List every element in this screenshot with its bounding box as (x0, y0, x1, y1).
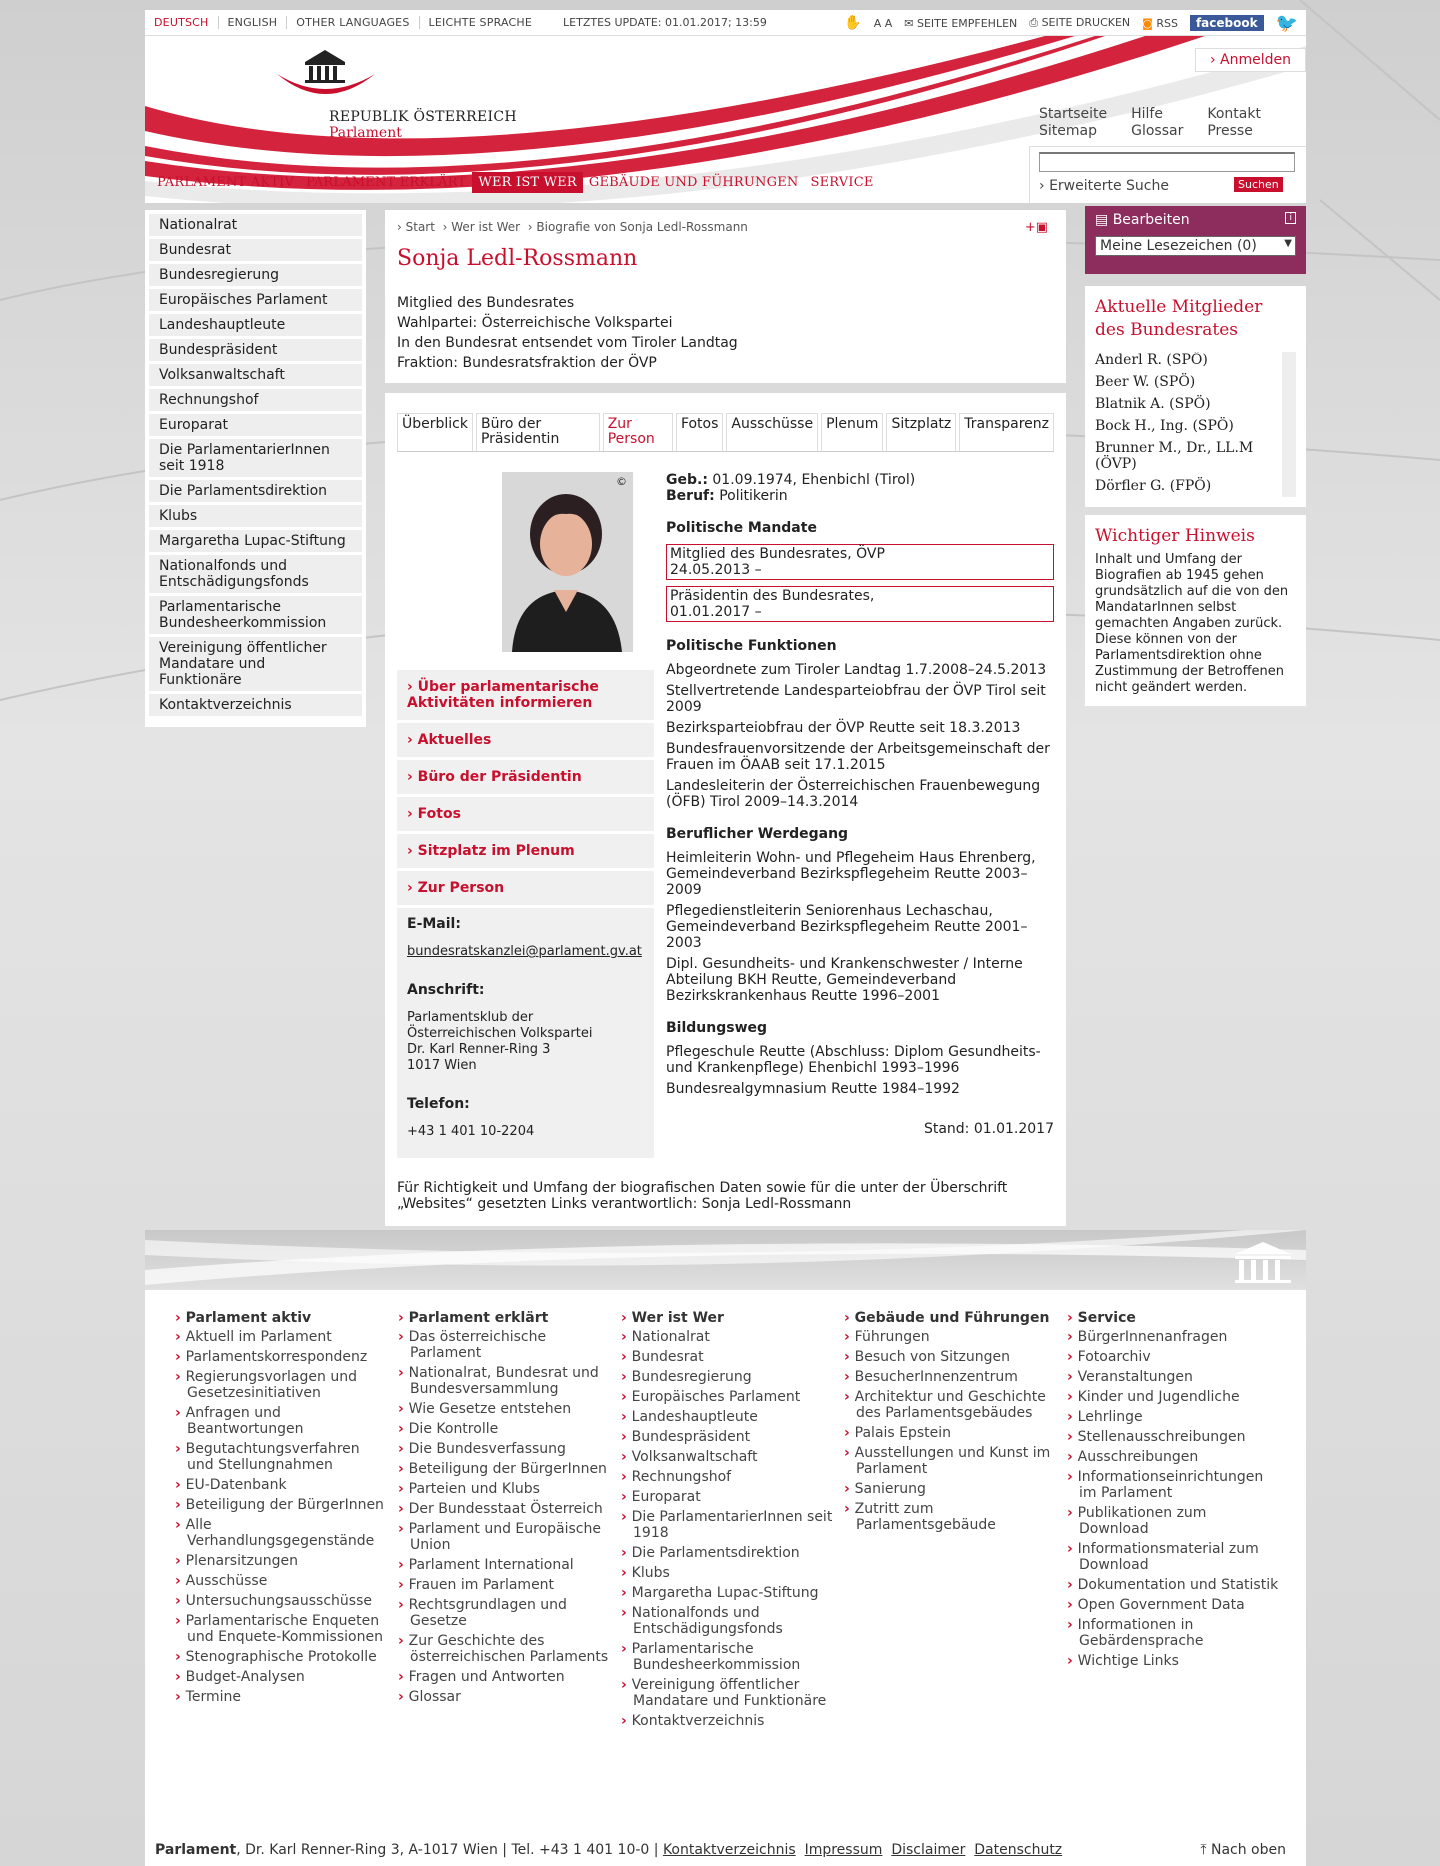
footer-link[interactable]: › Fotoarchiv (1067, 1349, 1280, 1365)
bookmarks-select[interactable]: Meine Lesezeichen (0) ▼ (1095, 236, 1296, 256)
profile-photo (502, 472, 633, 652)
address-line: Parlamentsklub der (407, 1010, 534, 1025)
footer-link[interactable]: › Alle Verhandlungsgegenstände (175, 1517, 388, 1549)
footer-link[interactable]: › Fragen und Antworten (398, 1669, 611, 1685)
footer-link[interactable]: › Europäisches Parlament (621, 1389, 834, 1405)
tab-item[interactable]: Zur Person (603, 413, 673, 451)
footer-link[interactable]: › Wichtige Links (1067, 1653, 1280, 1669)
mandate-date: 01.01.2017 – (670, 604, 762, 620)
hint-title: Wichtiger Hinweis (1095, 526, 1255, 546)
side-link[interactable]: › Sitzplatz im Plenum (397, 834, 654, 868)
lang-deutsch[interactable]: DEUTSCH (145, 16, 219, 29)
hint-box (1085, 515, 1306, 706)
born: Geb.: 01.09.1974, Ehenbichl (Tirol) (666, 472, 916, 488)
footer-link-disclaimer[interactable]: Disclaimer (891, 1842, 966, 1858)
footer-link[interactable]: › Publikationen zum Download (1067, 1505, 1280, 1537)
footer-column (1067, 1310, 1290, 1733)
logo-republik: REPUBLIK ÖSTERREICH (329, 109, 517, 125)
footer-link[interactable]: › Landeshauptleute (621, 1409, 834, 1425)
intro-line: Fraktion: Bundesratsfraktion der ÖVP (397, 355, 657, 371)
login-button[interactable]: › Anmelden (1195, 48, 1306, 72)
footer-link[interactable]: › Parlamentskorrespondenz (175, 1349, 388, 1365)
address-line: 1017 Wien (407, 1058, 477, 1073)
footer-link[interactable]: › Ausschüsse (175, 1573, 388, 1589)
career-item: Heimleiterin Wohn- und Pflegeheim Haus Ehrenberg, Gemeindeverband Bezirkspflegeheim Reutte 2003–2009 (666, 850, 1036, 898)
link-hilfe[interactable]: Hilfe (1131, 106, 1163, 122)
responsibility-note: Für Richtigkeit und Umfang der biografischen Daten sowie für die unter der Überschrift „Websites“ gesetzten Links verantwortlich: Sonja Ledl-Rossmann (397, 1180, 1008, 1212)
header (145, 36, 1306, 203)
footer-column-title[interactable]: › Parlament aktiv (175, 1310, 388, 1326)
footer (145, 1230, 1306, 1866)
footer-link[interactable]: › Nationalfonds und Entschädigungsfonds (621, 1605, 834, 1637)
footer-link[interactable]: › Die Bundesverfassung (398, 1441, 611, 1457)
footer-link[interactable]: › Bundesregierung (621, 1369, 834, 1385)
mail-icon: ✉ (904, 16, 917, 30)
footer-link[interactable]: › Begutachtungsverfahren und Stellungnahmen (175, 1441, 388, 1473)
mandate-title: Mitglied des Bundesrates, ÖVP (670, 546, 885, 562)
footer-column (398, 1310, 621, 1733)
tab-item[interactable]: Ausschüsse (726, 413, 818, 451)
footer-link[interactable]: › Klubs (621, 1565, 834, 1581)
left-nav-item[interactable]: Bundesrat (149, 239, 362, 261)
footer-link[interactable]: › BesucherInnenzentrum (844, 1369, 1057, 1385)
side-links (397, 670, 654, 905)
left-nav-item[interactable]: Die ParlamentarierInnen seit 1918 (149, 439, 362, 477)
education-item: Pflegeschule Reutte (Abschluss: Diplom Gesundheits- und Krankenpflege) Ehenbichl 1993–1996 (666, 1044, 1041, 1076)
link-sitemap[interactable]: Sitemap (1039, 123, 1097, 139)
footer-column-title[interactable]: › Parlament erklärt (398, 1310, 611, 1326)
profile-tabs (397, 413, 1054, 452)
mandates-list (666, 544, 1054, 622)
footer-link[interactable]: › Dokumentation und Statistik (1067, 1577, 1280, 1593)
email-label: E-Mail: (407, 916, 461, 932)
address-line: Österreichischen Volkspartei (407, 1026, 593, 1041)
left-nav-item[interactable]: Vereinigung öffentlicher Mandatare und Funktionäre (149, 637, 362, 691)
edit-box (1085, 206, 1306, 274)
link-glossar[interactable]: Glossar (1131, 123, 1184, 139)
footer-swoosh (145, 1230, 1306, 1290)
footer-link[interactable]: › Zutritt zum Parlamentsgebäude (844, 1501, 1057, 1533)
footer-link[interactable]: › Rechnungshof (621, 1469, 834, 1485)
side-link-label: Sitzplatz im Plenum (417, 843, 575, 859)
copyright-icon[interactable]: © (616, 475, 627, 488)
side-link[interactable]: › Büro der Präsidentin (397, 760, 654, 794)
footer-link[interactable]: › Open Government Data (1067, 1597, 1280, 1613)
intro-line: In den Bundesrat entsendet vom Tiroler Landtag (397, 335, 738, 351)
tab-item[interactable]: Plenum (821, 413, 883, 451)
job: Beruf: Politikerin (666, 488, 788, 504)
footer-link[interactable]: › Architektur und Geschichte des Parlamentsgebäudes (844, 1389, 1057, 1421)
side-link[interactable]: › Zur Person (397, 871, 654, 905)
link-presse[interactable]: Presse (1207, 123, 1253, 139)
members-box (1085, 286, 1306, 507)
footer-columns (145, 1290, 1306, 1733)
footer-link[interactable]: › Termine (175, 1689, 388, 1705)
portrait-image (502, 472, 633, 652)
footer-org: Parlament (155, 1842, 237, 1858)
education-title: Bildungsweg (666, 1020, 768, 1036)
mandate-item (666, 544, 1054, 580)
footer-link[interactable]: › Sanierung (844, 1481, 1057, 1497)
side-link[interactable]: › Aktuelles (397, 723, 654, 757)
side-link[interactable]: › Über parlamentarische Aktivitäten informieren (397, 670, 654, 720)
footer-link[interactable]: › Bundespräsident (621, 1429, 834, 1445)
top-bar (145, 10, 1306, 36)
footer-link[interactable]: › Besuch von Sitzungen (844, 1349, 1057, 1365)
address-line: Dr. Karl Renner-Ring 3 (407, 1042, 551, 1057)
search-input[interactable] (1039, 152, 1295, 172)
profile-header (385, 210, 1066, 383)
twitter-icon[interactable]: 🐦 (1275, 12, 1298, 34)
footer-link[interactable]: › Aktuell im Parlament (175, 1329, 388, 1345)
footer-link-datenschutz[interactable]: Datenschutz (974, 1842, 1063, 1858)
footer-link[interactable]: › Lehrlinge (1067, 1409, 1280, 1425)
profile-intro (397, 293, 1054, 373)
footer-link[interactable]: › Wie Gesetze entstehen (398, 1401, 611, 1417)
footer-link[interactable]: › Informationen in Gebärdensprache (1067, 1617, 1280, 1649)
career-item: Dipl. Gesundheits- und Krankenschwester / Interne Abteilung BKH Reutte, Gemeindeverband Bezirkskrankenhaus Reutte 1996–2001 (666, 956, 1023, 1004)
footer-link[interactable]: › BürgerInnenanfragen (1067, 1329, 1280, 1345)
footer-link[interactable]: › Glossar (398, 1689, 611, 1705)
phone: +43 1 401 10-2204 (407, 1124, 535, 1139)
link-startseite[interactable]: Startseite (1039, 106, 1108, 122)
footer-link[interactable]: › Das österreichische Parlament (398, 1329, 611, 1361)
footer-link[interactable]: › Palais Epstein (844, 1425, 1057, 1441)
footer-link[interactable]: › Stenographische Protokolle (175, 1649, 388, 1665)
advanced-search-link[interactable]: › Erweiterte Suche (1039, 178, 1169, 194)
left-nav-item[interactable]: Bundespräsident (149, 339, 362, 361)
tab-item[interactable]: Büro der Präsidentin (476, 413, 600, 451)
member-item[interactable]: Dörfler G. (FPÖ) (1095, 478, 1212, 494)
functions-item: Abgeordnete zum Tiroler Landtag 1.7.2008–24.5.2013 (666, 662, 1047, 678)
rss-icon: ◙ (1142, 16, 1157, 30)
mandate-item (666, 586, 1054, 622)
footer-column-title[interactable]: › Service (1067, 1310, 1280, 1326)
footer-link[interactable]: › Budget-Analysen (175, 1669, 388, 1685)
footer-link[interactable]: › Die Kontrolle (398, 1421, 611, 1437)
footer-link[interactable]: › Ausstellungen und Kunst im Parlament (844, 1445, 1057, 1477)
functions-item: Landesleiterin der Österreichischen Frauenbewegung (ÖFB) Tirol 2009–14.3.2014 (666, 778, 1041, 810)
chevron-down-icon: ▼ (1284, 238, 1292, 249)
tab-item[interactable]: Fotos (676, 413, 723, 451)
footer-column-title[interactable]: › Wer ist Wer (621, 1310, 834, 1326)
lang-other[interactable]: OTHER LANGUAGES (287, 16, 419, 29)
mandate-date: 24.05.2013 – (670, 562, 762, 578)
left-nav (145, 210, 366, 727)
back-to-top[interactable]: ⤒ Nach oben (1200, 1842, 1286, 1858)
left-nav-item[interactable]: Rechnungshof (149, 389, 362, 411)
tab-item[interactable]: Sitzplatz (886, 413, 956, 451)
page-title: Sonja Ledl-Rossmann (397, 246, 638, 271)
nav-gebaeude[interactable]: GEBÄUDE UND FÜHRUNGEN (588, 175, 799, 190)
footer-link[interactable]: › Regierungsvorlagen und Gesetzesinitiativen (175, 1369, 388, 1401)
footer-link[interactable]: › Die Parlamentsdirektion (621, 1545, 834, 1561)
footer-link[interactable]: › EU-Datenbank (175, 1477, 388, 1493)
print-icon: ⎙ (1029, 16, 1042, 29)
footer-link[interactable]: › Der Bundesstaat Österreich (398, 1501, 611, 1517)
edit-label[interactable]: Bearbeiten (1112, 212, 1190, 228)
side-link[interactable]: › Fotos (397, 797, 654, 831)
footer-link[interactable]: › Veranstaltungen (1067, 1369, 1280, 1385)
footer-link[interactable]: › Plenarsitzungen (175, 1553, 388, 1569)
text-size-toggle[interactable]: A A (873, 16, 893, 30)
footer-link[interactable]: › Nationalrat (621, 1329, 834, 1345)
bookmark-icon[interactable]: +▣ (1024, 220, 1048, 235)
members-list[interactable] (1095, 352, 1296, 497)
footer-link[interactable]: › Parlamentarische Bundesheerkommission (621, 1641, 834, 1673)
footer-address: , Dr. Karl Renner-Ring 3, A-1017 Wien | Tel. +43 1 401 10-0 | (236, 1842, 659, 1858)
crumb-current: › Biografie von Sonja Ledl-Rossmann (523, 220, 748, 234)
left-nav-item[interactable]: Margaretha Lupac-Stiftung (149, 530, 362, 552)
side-link-label: Über parlamentarische Aktivitäten informieren (407, 679, 599, 711)
mandates-title: Politische Mandate (666, 520, 817, 536)
footer-link[interactable]: › Ausschreibungen (1067, 1449, 1280, 1465)
footer-column (175, 1310, 398, 1733)
nav-wer-ist-wer[interactable]: WER IST WER (472, 172, 582, 193)
functions-list (666, 662, 1054, 810)
lang-easy[interactable]: LEICHTE SPRACHE (428, 16, 533, 29)
footer-link[interactable]: › Führungen (844, 1329, 1057, 1345)
members-title: Aktuelle Mitglieder des Bundesrates (1095, 297, 1263, 340)
footer-link[interactable]: › Volksanwaltschaft (621, 1449, 834, 1465)
last-update: LETZTES UPDATE: 01.01.2017; 13:59 (563, 16, 767, 29)
contact-box (397, 908, 654, 1158)
side-link-label: Büro der Präsidentin (417, 769, 582, 785)
footer-link[interactable]: › Frauen im Parlament (398, 1577, 611, 1593)
accessibility-icon[interactable]: ✋ (844, 15, 862, 31)
functions-item: Bezirksparteiobfrau der ÖVP Reutte seit 18.3.2013 (666, 720, 1021, 736)
mandate-title: Präsidentin des Bundesrates, (670, 588, 875, 604)
career-list (666, 850, 1054, 1004)
intro-line: Mitglied des Bundesrates (397, 295, 575, 311)
hint-text: Inhalt und Umfang der Biografien ab 1945 gehen grundsätzlich auf die von den MandatarInnen selbst gemachten Angaben zurück. Diese können von der Parlamentsdirektion ohne Zustimmung der Betroffenen nicht geändert werden. (1095, 552, 1289, 695)
functions-item: Stellvertretende Landesparteiobfrau der ÖVP Tirol seit 2009 (666, 683, 1046, 715)
address (407, 1010, 644, 1074)
side-link-label: Zur Person (417, 880, 505, 896)
footer-link[interactable]: › Untersuchungsausschüsse (175, 1593, 388, 1609)
member-item[interactable]: Blatnik A. (SPÖ) (1095, 396, 1211, 412)
lang-english[interactable]: ENGLISH (219, 16, 288, 29)
footer-link[interactable]: › Parlament und Europäische Union (398, 1521, 611, 1553)
side-link-label: Fotos (417, 806, 461, 822)
print-link[interactable]: ⎙ SEITE DRUCKEN (1029, 16, 1131, 29)
footer-link[interactable]: › Informationseinrichtungen im Parlament (1067, 1469, 1280, 1501)
left-nav-item[interactable]: Europarat (149, 414, 362, 436)
bookmark-icon: ▤ (1095, 212, 1113, 228)
footer-banner (145, 1230, 1306, 1290)
member-item[interactable]: Beer W. (SPÖ) (1095, 374, 1196, 390)
footer-link[interactable]: › Parlamentarische Enqueten und Enquete-Kommissionen (175, 1613, 388, 1645)
footer-bottom (155, 1842, 1296, 1858)
footer-link[interactable]: › Beteiligung der BürgerInnen (175, 1497, 388, 1513)
footer-link-kontakt[interactable]: Kontaktverzeichnis (662, 1842, 796, 1858)
nav-parlament-erklaert[interactable]: PARLAMENT ERKLÄRT (306, 175, 467, 190)
address-label: Anschrift: (407, 982, 485, 998)
tab-item[interactable]: Transparenz (959, 413, 1054, 451)
arrow-up-icon: ⤒ (1200, 1842, 1211, 1858)
info-icon[interactable]: i (1285, 212, 1296, 224)
right-sidebar (1085, 206, 1306, 706)
left-nav-item[interactable]: Bundesregierung (149, 264, 362, 286)
left-nav-item[interactable]: Klubs (149, 505, 362, 527)
header-links (1039, 106, 1261, 140)
intro-line: Wahlpartei: Österreichische Volkspartei (397, 315, 673, 331)
footer-link[interactable]: › Vereinigung öffentlicher Mandatare und Funktionäre (621, 1677, 834, 1709)
recommend-link[interactable]: ✉ SEITE EMPFEHLEN (904, 16, 1018, 30)
rss-link[interactable]: ◙ RSS (1142, 16, 1178, 30)
facebook-link[interactable]: facebook (1190, 15, 1264, 31)
footer-link[interactable]: › Zur Geschichte des österreichischen Parlaments (398, 1633, 611, 1665)
stand-date: Stand: 01.01.2017 (923, 1121, 1054, 1137)
left-nav-item[interactable]: Parlamentarische Bundesheerkommission (149, 596, 362, 634)
footer-link[interactable]: › Stellenausschreibungen (1067, 1429, 1280, 1445)
crumb-start[interactable]: › Start (397, 220, 435, 234)
breadcrumb (397, 220, 1054, 234)
footer-link[interactable]: › Parteien und Klubs (398, 1481, 611, 1497)
main-content (385, 210, 1066, 1226)
footer-link[interactable]: › Kontaktverzeichnis (621, 1713, 834, 1729)
footer-link[interactable]: › Europarat (621, 1489, 834, 1505)
left-nav-item[interactable]: Nationalfonds und Entschädigungsfonds (149, 555, 362, 593)
member-item[interactable]: Brunner M., Dr., LL.M (ÖVP) (1095, 440, 1254, 472)
nav-parlament-aktiv[interactable]: PARLAMENT AKTIV (157, 175, 295, 190)
profile-body (385, 393, 1066, 1226)
side-link-label: Aktuelles (417, 732, 492, 748)
bio (666, 472, 1054, 1158)
functions-item: Bundesfrauenvorsitzende der Arbeitsgemeinschaft der Frauen im ÖAAB seit 17.1.2015 (666, 741, 1050, 773)
tab-item[interactable]: Überblick (397, 413, 473, 451)
footer-link[interactable]: › Anfragen und Beantwortungen (175, 1405, 388, 1437)
education-item: Bundesrealgymnasium Reutte 1984–1992 (666, 1081, 960, 1097)
footer-column (844, 1310, 1067, 1733)
search-button[interactable]: Suchen (1234, 177, 1283, 192)
phone-label: Telefon: (407, 1096, 470, 1112)
member-item[interactable]: Anderl R. (SPÖ) (1095, 352, 1208, 368)
logo-parlament: Parlament (329, 125, 402, 141)
footer-column-title[interactable]: › Gebäude und Führungen (844, 1310, 1057, 1326)
footer-link[interactable]: › Die ParlamentarierInnen seit 1918 (621, 1509, 834, 1541)
functions-title: Politische Funktionen (666, 638, 837, 654)
footer-column (621, 1310, 844, 1733)
site-logo[interactable] (329, 109, 517, 141)
left-nav-item[interactable]: Landeshauptleute (149, 314, 362, 336)
career-title: Beruflicher Werdegang (666, 826, 849, 842)
footer-link[interactable]: › Margaretha Lupac-Stiftung (621, 1585, 834, 1601)
left-nav-item[interactable]: Europäisches Parlament (149, 289, 362, 311)
left-nav-item[interactable]: Kontaktverzeichnis (149, 694, 362, 716)
link-kontakt[interactable]: Kontakt (1207, 106, 1261, 122)
main-nav (151, 172, 880, 193)
footer-link[interactable]: › Rechtsgrundlagen und Gesetze (398, 1597, 611, 1629)
nav-service[interactable]: SERVICE (810, 175, 874, 190)
footer-link[interactable]: › Parlament International (398, 1557, 611, 1573)
crumb-wer-ist-wer[interactable]: › Wer ist Wer (438, 220, 521, 234)
footer-link[interactable]: › Kinder und Jugendliche (1067, 1389, 1280, 1405)
member-item[interactable]: Bock H., Ing. (SPÖ) (1095, 418, 1234, 434)
email-link[interactable]: bundesratskanzlei@parlament.gv.at (407, 944, 642, 959)
left-nav-item[interactable]: Die Parlamentsdirektion (149, 480, 362, 502)
career-item: Pflegedienstleiterin Seniorenhaus Lechaschau, Gemeindeverband Bezirkspflegeheim Reutte 2001–2003 (666, 903, 1028, 951)
education-list (666, 1044, 1054, 1097)
footer-link[interactable]: › Nationalrat, Bundesrat und Bundesversammlung (398, 1365, 611, 1397)
footer-link-impressum[interactable]: Impressum (804, 1842, 883, 1858)
footer-link[interactable]: › Bundesrat (621, 1349, 834, 1365)
left-nav-item[interactable]: Volksanwaltschaft (149, 364, 362, 386)
footer-link[interactable]: › Informationsmaterial zum Download (1067, 1541, 1280, 1573)
footer-link[interactable]: › Beteiligung der BürgerInnen (398, 1461, 611, 1477)
left-nav-item[interactable]: Nationalrat (149, 214, 362, 236)
